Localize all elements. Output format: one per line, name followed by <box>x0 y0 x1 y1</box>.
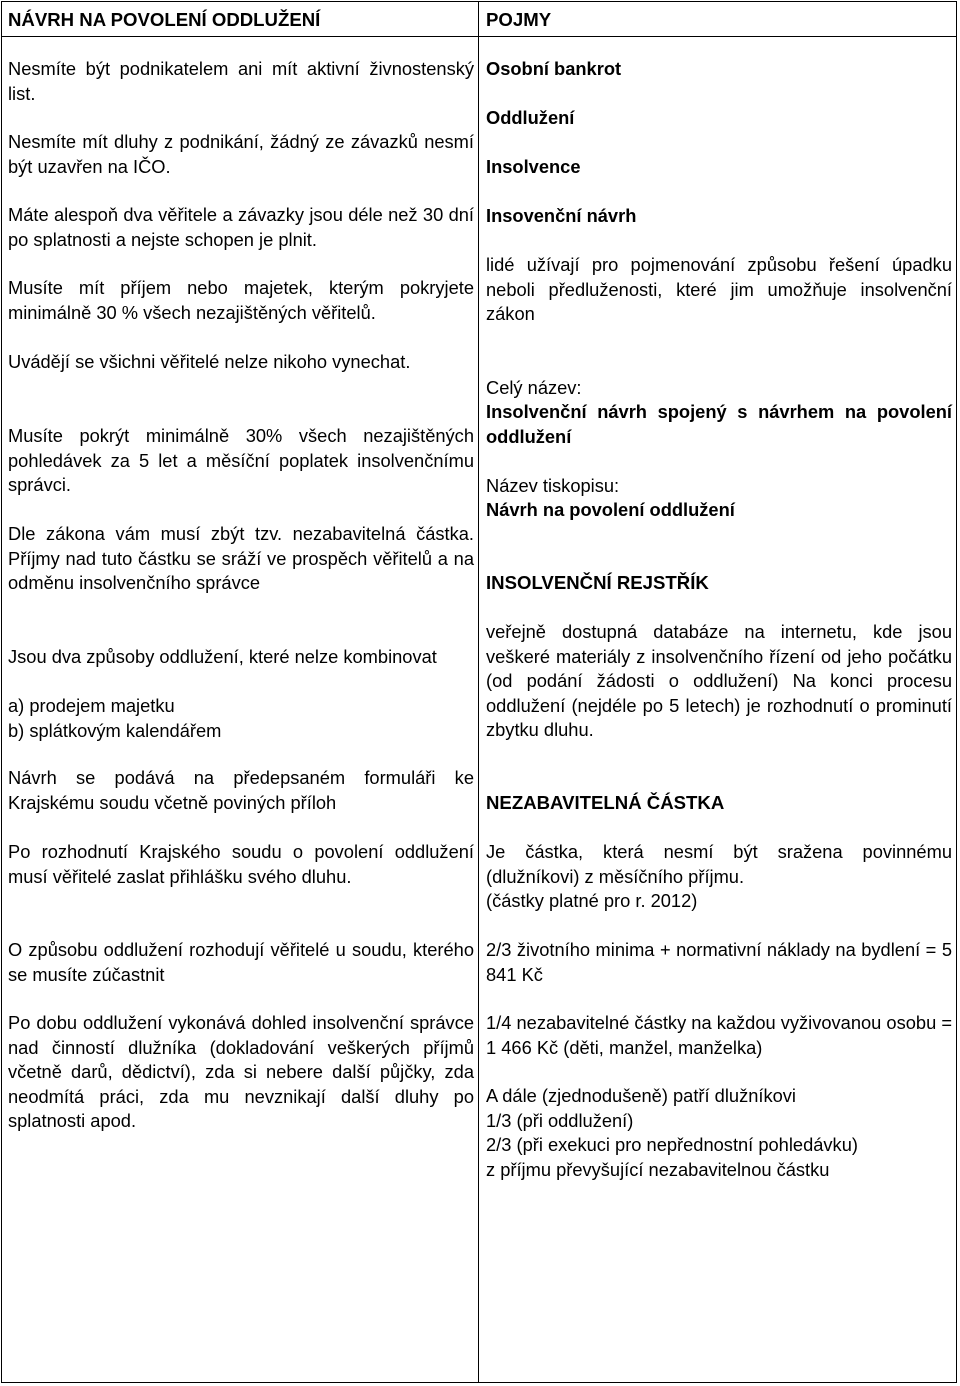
column-divider <box>478 1 479 1383</box>
paragraph-two-methods: Jsou dva způsoby oddlužení, které nelze kombinovat <box>8 646 437 667</box>
term-personal-bankruptcy: Osobní bankrot <box>486 58 622 79</box>
exempt-amount-heading: NEZABAVITELNÁ ČÁSTKA <box>486 792 725 813</box>
paragraph-supervision: Po dobu oddlužení vykonává dohled insolvenční správce nad činností dlužníka (dokladování veškerých příjmů včetně darů, dědictví), zda si nebere další půjčky, zda neodmítá práci, zda mu nevznikají další dluhy po splatnosti apod. <box>8 1012 474 1132</box>
paragraph-exempt-amount: Dle zákona vám musí zbýt tzv. nezabavitelná částka. Příjmy nad tuto částku se sráží ve prospěch věřitelů a na odměnu insolvenčního správce <box>8 523 474 594</box>
paragraph-all-creditors: Uvádějí se všichni věřitelé nelze nikoho vynechat. <box>8 351 411 372</box>
left-column-header: NÁVRH NA POVOLENÍ ODDLUŽENÍ <box>8 9 321 30</box>
term-insolvency: Insolvence <box>486 156 581 177</box>
terms-definition: lidé užívají pro pojmenování způsobu řešení úpadku neboli předluženosti, které jim umožňuje insolvenční zákon <box>486 254 952 325</box>
registry-heading: INSOLVENČNÍ REJSTŘÍK <box>486 572 709 593</box>
paragraph-creditors: Máte alespoň dva věřitele a závazky jsou déle než 30 dní po splatnosti a nejste schopen je plnit. <box>8 204 474 250</box>
form-name-value: Návrh na povolení oddlužení <box>486 499 735 520</box>
full-name-label: Celý název: <box>486 377 582 398</box>
paragraph-filing: Návrh se podává na předepsaném formuláři ke Krajskému soudu včetně poviných příloh <box>8 767 474 813</box>
exempt-rule-dependents: 1/4 nezabavitelné částky na každou vyživovanou osobu = 1 466 Kč (děti, manžel, manželka) <box>486 1012 952 1058</box>
registry-text: veřejně dostupná databáze na internetu, kde jsou veškeré materiály z insolvenčního řízení od jeho počátku (od podání žádosti o oddlužení) Na konci procesu oddlužení (nejdéle po 5 letech) je rozhodnutí o prominutí zbytku dluhu. <box>486 621 952 741</box>
full-name-value: Insolvenční návrh spojený s návrhem na povolení oddlužení <box>486 401 952 447</box>
right-column-header: POJMY <box>486 9 552 30</box>
list-methods: a) prodejem majetku b) splátkovým kalendářem <box>8 695 222 741</box>
exempt-rule-living-minimum: 2/3 životního minima + normativní náklady na bydlení = 5 841 Kč <box>486 939 952 985</box>
paragraph-court-decision: Po rozhodnutí Krajského soudu o povolení oddlužení musí věřitelé zaslat přihlášku svého dluhu. <box>8 841 474 887</box>
form-name-label: Název tiskopisu: <box>486 475 620 496</box>
header-divider <box>1 36 957 37</box>
paragraph-creditor-decision: O způsobu oddlužení rozhodují věřitelé u soudu, kterého se musíte zúčastnit <box>8 939 474 985</box>
exempt-amount-note: (částky platné pro r. 2012) <box>486 890 698 911</box>
term-debt-relief: Oddlužení <box>486 107 575 128</box>
exempt-amount-text: Je částka, která nesmí být sražena povinnému (dlužníkovi) z měsíčního příjmu. <box>486 841 952 887</box>
term-insolvency-petition: Insovenční návrh <box>486 205 637 226</box>
paragraph-no-business: Nesmíte být podnikatelem ani mít aktivní živnostenský list. <box>8 58 474 104</box>
paragraph-no-business-debts: Nesmíte mít dluhy z podnikání, žádný ze závazků nesmí být uzavřen na IČO. <box>8 131 474 177</box>
exempt-rule-debtor-share: A dále (zjednodušeně) patří dlužníkovi 1/3 (při oddlužení) 2/3 (při exekuci pro nepřednostní pohledávku) z příjmu převyšující nezabavitelnou částku <box>486 1085 858 1180</box>
paragraph-30-percent: Musíte pokrýt minimálně 30% všech nezajištěných pohledávek za 5 let a měsíční poplatek insolvenčnímu správci. <box>8 425 474 496</box>
paragraph-income: Musíte mít příjem nebo majetek, kterým pokryjete minimálně 30 % všech nezajištěných věřitelů. <box>8 277 474 323</box>
